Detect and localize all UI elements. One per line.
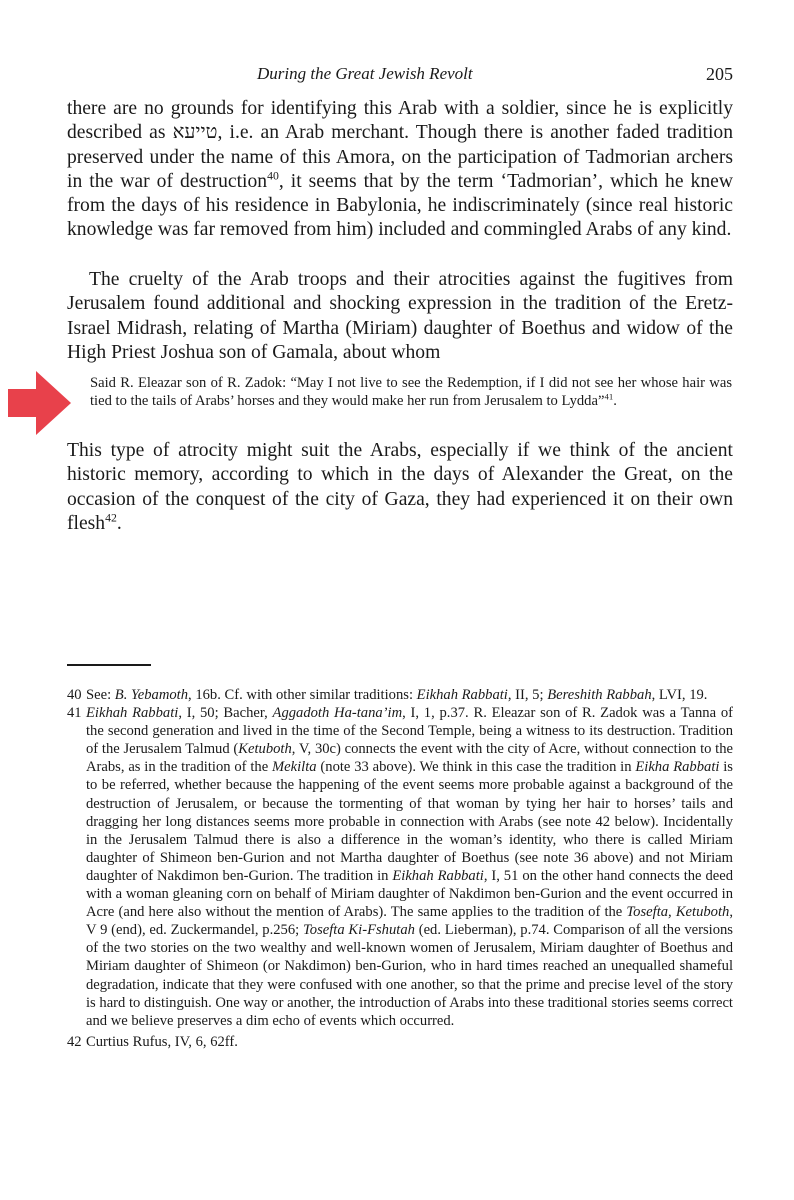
fn-title: Tosefta Ki-Fshutah bbox=[303, 922, 415, 939]
footnotes bbox=[67, 686, 733, 1051]
footnote-divider bbox=[67, 664, 151, 666]
fn-title: Eikhah Rabbati bbox=[392, 867, 484, 884]
fn-text: , V 9 (end), ed. Zuckermandel, p.256; bbox=[86, 904, 733, 939]
body-paragraph-3 bbox=[67, 439, 733, 536]
fn-text: is to be referred, whether because the happening of the event seems more probable against a background of the destruction of Jerusalem, or because the tormenting of that woman by tying her hair to horses’ tails and dragging her long distances seems more probable in connection with Arabs (see note 42 below). Incidentally in the Jerusalem Talmud there is also a difference in the woman’s identity, who there is called Miriam daughter of Shimeon ben-Gurion and not Martha daughter of Boethus (see note 36 above) and not Miriam daughter of Nakdimon ben-Gurion. The tradition in bbox=[86, 759, 733, 884]
body-paragraph-1 bbox=[67, 97, 733, 243]
fn-text: , I, 51 on the other hand connects the deed with a woman gleaning corn on behalf of Miriam daughter of Nakdimon ben-Gurion and the event occurred in Acre (and here also without the mention of Arabs). The same applies to the tradition of the bbox=[86, 867, 733, 921]
fn-title: Tosefta, Ketuboth bbox=[626, 904, 730, 921]
fn-title: Aggadoth Ha-tana’im bbox=[272, 705, 403, 722]
fn-title: Eikha Rabbati bbox=[635, 759, 720, 776]
fn-text: , 16b. Cf. with other similar traditions: bbox=[188, 687, 417, 703]
fn-text: Curtius Rufus, IV, 6, 62ff. bbox=[86, 1033, 238, 1050]
fn-text: , V, 30c) connects the event with the city of Acre, without connection to the Arabs, as in the tradition of the bbox=[86, 741, 734, 776]
fn-text: (note 33 above). We think in this case the tradition in bbox=[316, 759, 636, 776]
para2-text: The cruelty of the Arab troops and their atrocities against the fugitives from Jerusalem found additional and shocking expression in the tradition of the Eretz-Israel Midrash, relating of Martha (Miriam) daughter of Boethus and widow of the High Priest Joshua son of Gamala, about whom bbox=[67, 269, 733, 363]
fn-title: Mekilta bbox=[272, 759, 317, 776]
fn-title: Ketuboth bbox=[238, 741, 292, 758]
fn-title: Bereshith Rabbah bbox=[547, 687, 652, 703]
body-paragraph-2 bbox=[67, 268, 733, 365]
fn-text: , LVI, 19. bbox=[651, 687, 708, 703]
quote-end: . bbox=[613, 393, 617, 409]
red-arrow-icon bbox=[8, 368, 72, 438]
fn-text: (ed. Lieberman), p.74. Comparison of all the versions of the two stories on the two wealthy and well-known women of Jerusalem, Miriam daughter of Boethus and Miriam daughter of Shimeon (or Nakdimon) ben-Gurion, who in hard times reached an unequalled shameful degradation, indicate that they were confused with one another, so that the prime and precise level of the story is hard to distinguish. One way or another, the introduction of Arabs into these traditional stories seems correct and we believe preserves a dim echo of events which occurred. bbox=[86, 922, 733, 1029]
hebrew-word: טייעא bbox=[172, 122, 218, 144]
para1-text-a: there are no grounds for identifying this Arab with a soldier, since he is explicitly described as bbox=[67, 98, 733, 144]
footnote-ref-40[interactable]: 40 bbox=[267, 169, 279, 183]
footnote-42 bbox=[67, 1033, 733, 1051]
fn-title: Eikhah Rabbati bbox=[86, 705, 179, 722]
page-number: 205 bbox=[706, 64, 733, 84]
fn-text: , II, 5; bbox=[507, 687, 548, 703]
fn-text: , I, 50; Bacher, bbox=[178, 705, 273, 722]
footnote-40 bbox=[67, 686, 733, 704]
block-quote bbox=[90, 374, 732, 410]
quote-text: Said R. Eleazar son of R. Zadok: “May I not live to see the Redemption, if I did not see her whose hair was tied to the tails of Arabs’ horses and they would make her run from Jerusalem to Lydda” bbox=[90, 375, 732, 409]
para1-text-c: , it seems that by the term ‘Tadmorian’, which he knew from the days of his residence in Babylonia, he indiscriminately (since real historic knowledge was far removed from him) included and commingled Arabs of any kind. bbox=[67, 170, 733, 241]
para1-text-b: , i.e. an Arab merchant. Though there is another faded tradition preserved under the name of this Amora, on the participation of Tadmorian archers in the war of destruction bbox=[67, 122, 733, 192]
chapter-title: During the Great Jewish Revolt bbox=[257, 64, 473, 83]
footnote-ref-41[interactable]: 41 bbox=[604, 391, 614, 402]
footnote-number: 40 bbox=[67, 687, 82, 703]
footnote-number: 42 bbox=[67, 1033, 82, 1050]
fn-text: , I, 1, p.37. R. Eleazar son of R. Zadok was a Tanna of the second generation and lived in the time of the Second Temple, being a witness to its destruction. Tradition of the Jerusalem Talmud ( bbox=[86, 705, 733, 758]
footnote-41 bbox=[67, 704, 733, 1030]
fn-text: See: bbox=[86, 687, 115, 703]
para3-end: . bbox=[116, 512, 122, 534]
footnote-ref-42[interactable]: 42 bbox=[105, 511, 117, 525]
running-head bbox=[67, 64, 733, 88]
fn-title: Eikhah Rabbati bbox=[416, 687, 508, 703]
footnote-number: 41 bbox=[67, 705, 82, 722]
para3-text: This type of atrocity might suit the Arabs, especially if we think of the ancient historic memory, according to which in the days of Alexander the Great, on the occasion of the conquest of the city of Gaza, they had experienced it on their own flesh bbox=[67, 440, 733, 534]
fn-title: B. Yebamoth bbox=[114, 687, 189, 703]
